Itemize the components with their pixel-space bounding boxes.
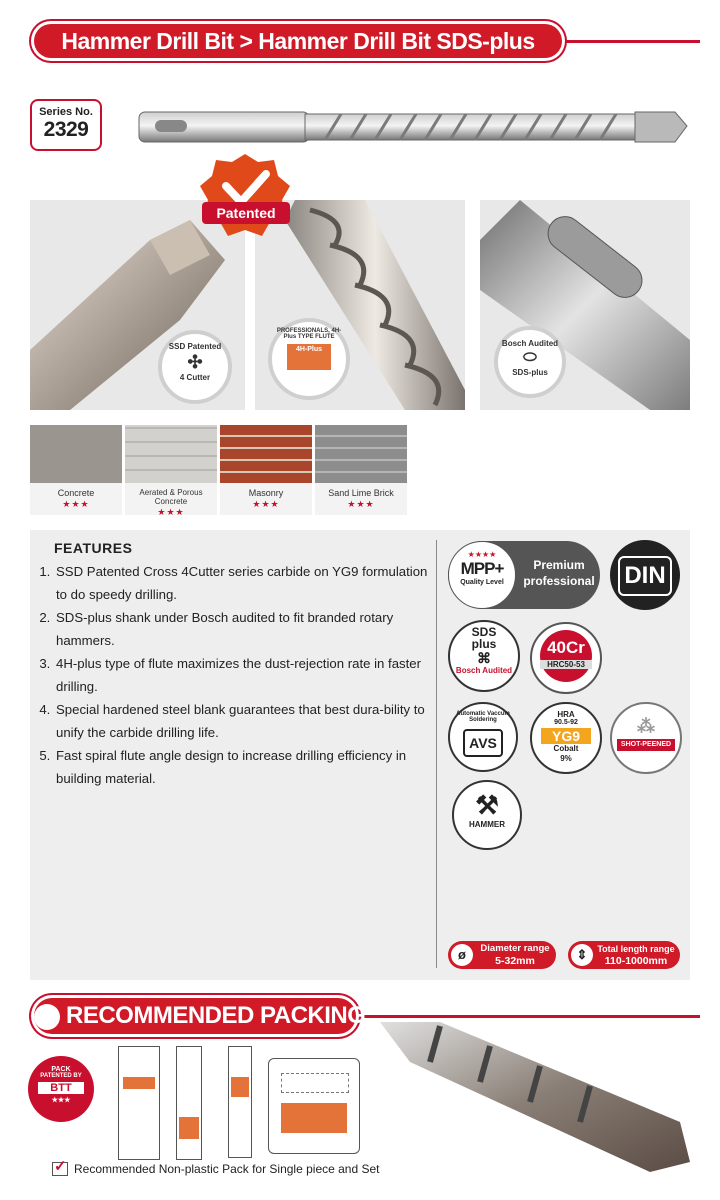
pack-box-label: [281, 1103, 347, 1133]
material-concrete: [30, 425, 122, 515]
mpp-stars: ★★★★: [467, 550, 497, 559]
patented-check-badge: [196, 152, 294, 240]
pack-box-label: [179, 1117, 199, 1139]
40cr-inner: [540, 630, 592, 682]
material-label: Concrete: [57, 488, 95, 498]
hammer-badge: [452, 780, 522, 850]
40cr-main: 40Cr: [547, 638, 585, 657]
length-range: [568, 941, 680, 969]
din-badge: [610, 540, 680, 610]
sds-l1: SDS: [471, 625, 497, 639]
material-aerated-concrete: [125, 425, 217, 515]
din-label: DIN: [618, 556, 672, 596]
material-label: Aerated & Porous Concrete: [139, 488, 203, 506]
stamp-l1: PACK: [51, 1066, 71, 1073]
yg9-badge: [530, 702, 602, 774]
sds-l2: plus: [471, 637, 497, 651]
concrete-image: [30, 425, 122, 483]
pack-box-1: [118, 1046, 160, 1160]
hammer-label: HAMMER: [469, 820, 505, 829]
shank-icon: ⌘: [477, 650, 491, 666]
page-title: Hammer Drill Bit > Hammer Drill Bit SDS-plus: [34, 24, 562, 58]
stamp-stars: ★★★: [51, 1097, 71, 1104]
flute-badge-center-label: 4H-Plus: [295, 346, 323, 353]
diameter-range: [448, 941, 556, 969]
pack-patent-stamp: [28, 1056, 94, 1122]
bosch-badge-bottom: SDS-plus: [512, 368, 548, 377]
feature-item: 3. 4H-plus type of flute maximizes the dust-rejection rate in faster drilling.: [54, 652, 434, 698]
feature-item: 2. SDS-plus shank under Bosch audited to fit branded rotary hammers.: [54, 606, 434, 652]
length-value: 110-1000mm: [604, 955, 668, 967]
feature-item: 5. Fast spiral flute angle design to increase drilling efficiency in building material.: [54, 744, 434, 790]
pack-set-window: [281, 1073, 349, 1093]
stamp-l3: BTT: [38, 1082, 84, 1094]
yg9-val: 90.5-92: [554, 719, 578, 726]
material-masonry: [220, 425, 312, 515]
mpp-title: MPP+: [460, 559, 504, 578]
packing-note: Recommended Non-plastic Pack for Single piece and Set: [74, 1162, 380, 1176]
sds-shank-icon: ⬭: [523, 349, 537, 366]
bosch-badge-top: Bosch Audited: [501, 339, 559, 348]
feature-item: 4. Special hardened steel blank guarantees that best dura-bility to unify the carbide drilling life.: [54, 698, 434, 744]
yg9-top: HRA: [557, 710, 575, 719]
40cr-badge: [530, 622, 602, 694]
mpp-side-text: Premium professional: [523, 558, 595, 588]
ssd-badge-bottom: 4 Cutter: [179, 373, 211, 382]
check-icon: ✓: [54, 1158, 67, 1175]
ssd-patented-badge: [158, 330, 232, 404]
material-label: Sand Lime Brick: [328, 488, 394, 498]
mpp-circle: [448, 541, 516, 609]
series-label: Series No.: [39, 106, 93, 118]
packing-title: [34, 998, 366, 1034]
diameter-icon: ø: [451, 944, 473, 966]
length-title: Total length range: [597, 944, 675, 954]
pack-box-3: [228, 1046, 252, 1158]
mpp-premium-badge: [448, 541, 600, 609]
shot-peened-badge: [610, 702, 682, 774]
avs-ring: Automatic Vaccum Soldering: [456, 711, 510, 723]
diameter-title: Diameter range: [480, 943, 550, 954]
feature-item: 1. SSD Patented Cross 4Cutter series carbide on YG9 formulation to do speedy drilling.: [54, 560, 434, 606]
shot-label: SHOT-PEENED: [617, 739, 675, 751]
drill-bit-image: [135, 104, 695, 148]
material-label: Masonry: [248, 488, 284, 498]
flute-badge-ring: PROFESSIONALS, 4H-Plus TYPE FLUTE: [276, 328, 342, 340]
pack-box-label: [123, 1077, 155, 1089]
ssd-badge-top: SSD Patented: [168, 342, 222, 351]
masonry-image: [220, 425, 312, 483]
pack-box-set: [268, 1058, 360, 1154]
patented-ribbon: Patented: [202, 202, 290, 224]
sds-ring: Bosch Audited: [455, 666, 513, 675]
40cr-sub: HRC50-53: [540, 660, 592, 669]
length-icon: ⇕: [571, 944, 593, 966]
sds-plus-badge: [448, 620, 520, 692]
avs-badge: [448, 702, 518, 772]
material-stars: ★★★: [252, 499, 280, 509]
series-box: [30, 99, 102, 151]
material-stars: ★★★: [347, 499, 375, 509]
bosch-audited-badge: [494, 326, 566, 398]
material-sand-lime-brick: [315, 425, 407, 515]
features-title: FEATURES: [54, 540, 133, 556]
shot-icon: ⁂: [637, 716, 655, 736]
hammer-icon: ⚒: [475, 790, 499, 820]
material-stars: ★★★: [157, 507, 185, 517]
yg9-sub: Cobalt: [553, 744, 579, 753]
flute-badge: [268, 318, 350, 400]
yg9-main: YG9: [541, 728, 591, 744]
pack-box-2: [176, 1046, 202, 1160]
yg9-pct: 9%: [560, 754, 572, 763]
material-stars: ★★★: [62, 499, 90, 509]
flute-badge-center: [287, 344, 331, 370]
panel-divider: [436, 540, 437, 968]
sand-lime-brick-image: [315, 425, 407, 483]
cross-cutter-icon: ✣: [187, 352, 203, 372]
aerated-concrete-image: [125, 425, 217, 483]
series-number: 2329: [43, 118, 89, 141]
diameter-value: 5-32mm: [495, 955, 535, 967]
pack-box-label: [231, 1077, 249, 1097]
stamp-l2: PATENTED BY: [40, 1073, 82, 1079]
packing-title-text: RECOMMENDED PACKING: [66, 1002, 366, 1029]
drill-tip-image: [380, 1022, 700, 1180]
avs-main: AVS: [463, 729, 503, 757]
features-list: [36, 560, 434, 790]
mpp-sub: Quality Level: [460, 579, 504, 586]
